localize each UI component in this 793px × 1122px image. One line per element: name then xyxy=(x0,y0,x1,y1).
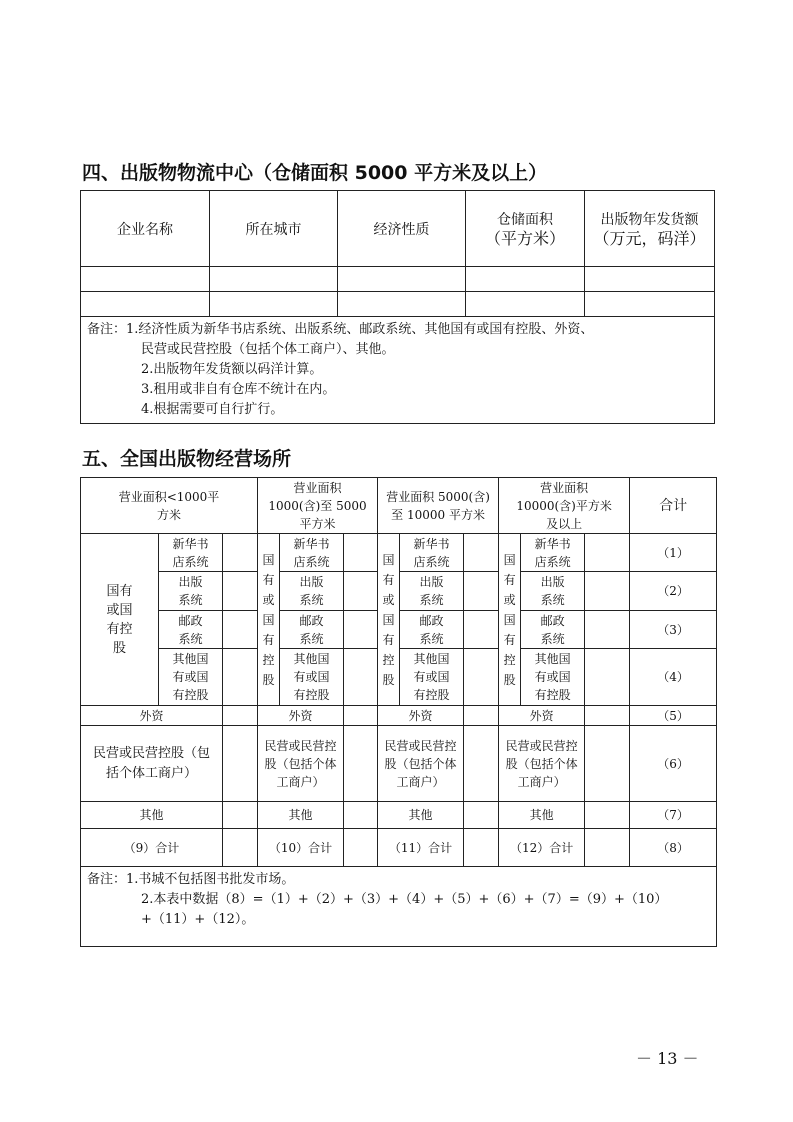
blank-cell[interactable] xyxy=(464,829,499,867)
section4-notes xyxy=(81,317,715,424)
row-code: （5） xyxy=(630,706,717,726)
blank-cell[interactable] xyxy=(466,267,585,292)
table-row xyxy=(81,726,717,802)
group-label-state-owned: 国有或国有控股 xyxy=(499,534,521,706)
sub-row-publishing: 出版系统 xyxy=(159,572,223,611)
blank-cell[interactable] xyxy=(223,706,258,726)
section5-notes xyxy=(81,867,717,947)
row-private: 民营或民营控股（包括个体工商户） xyxy=(378,726,464,802)
row-private: 民营或民营控股（包括个体工商户） xyxy=(81,726,223,802)
blank-cell[interactable] xyxy=(338,267,466,292)
header-area-1000-5000: 营业面积 1000(含)至 5000 平方米 xyxy=(258,478,378,534)
note-line: +（11）+（12）。 xyxy=(141,912,255,927)
row-foreign: 外资 xyxy=(81,706,223,726)
blank-cell[interactable] xyxy=(223,726,258,802)
sub-row-postal: 邮政系统 xyxy=(159,611,223,649)
table-row xyxy=(81,534,717,572)
note-line: 民营或民营控股（包括个体工商户）、其他。 xyxy=(141,342,395,357)
note-line: 备注：1.书城不包括图书批发市场。 xyxy=(87,872,295,887)
sub-row-postal: 邮政系统 xyxy=(521,611,585,649)
header-area-under-1000: 营业面积<1000平方米 xyxy=(81,478,258,534)
blank-cell[interactable] xyxy=(585,802,630,829)
group-label-state-owned: 国有或国有控股 xyxy=(81,534,159,706)
blank-cell[interactable] xyxy=(585,534,630,572)
subtotal-label: （12）合计 xyxy=(499,829,585,867)
row-private: 民营或民营控股（包括个体工商户） xyxy=(258,726,344,802)
subtotal-label: （9）合计 xyxy=(81,829,223,867)
sub-row-xinhua: 新华书店系统 xyxy=(159,534,223,572)
blank-cell[interactable] xyxy=(338,292,466,317)
note-line: 2.出版物年发货额以码洋计算。 xyxy=(141,362,323,377)
header-storage-area-label: 仓储面积 xyxy=(497,211,553,228)
blank-cell[interactable] xyxy=(585,292,715,317)
blank-cell[interactable] xyxy=(344,534,378,572)
note-line: 备注：1.经济性质为新华书店系统、出版系统、邮政系统、其他国有或国有控股、外资、 xyxy=(87,322,594,337)
blank-cell[interactable] xyxy=(223,534,258,572)
blank-cell[interactable] xyxy=(464,706,499,726)
table-header-row xyxy=(81,478,717,534)
blank-cell[interactable] xyxy=(81,292,210,317)
page-number: － 13 － xyxy=(636,1049,699,1068)
sub-row-publishing: 出版系统 xyxy=(521,572,585,611)
row-other: 其他 xyxy=(499,802,585,829)
group-label-state-owned: 国有或国有控股 xyxy=(258,534,280,706)
blank-cell[interactable] xyxy=(585,267,715,292)
blank-cell[interactable] xyxy=(464,802,499,829)
blank-cell[interactable] xyxy=(210,292,338,317)
row-foreign: 外资 xyxy=(499,706,585,726)
header-area-over-10000: 营业面积 10000(含)平方米及以上 xyxy=(499,478,630,534)
header-storage-area-unit: （平方米） xyxy=(484,228,565,248)
sub-row-xinhua: 新华书店系统 xyxy=(280,534,344,572)
row-code: （4） xyxy=(630,649,717,706)
sub-row-postal: 邮政系统 xyxy=(400,611,464,649)
blank-cell[interactable] xyxy=(223,802,258,829)
note-line: 3.租用或非自有仓库不统计在内。 xyxy=(141,382,336,397)
blank-cell[interactable] xyxy=(210,267,338,292)
row-foreign: 外资 xyxy=(258,706,344,726)
header-company-name: 企业名称 xyxy=(81,191,210,267)
notes-row xyxy=(81,317,715,424)
blank-cell[interactable] xyxy=(344,706,378,726)
row-code: （8） xyxy=(630,829,717,867)
section4-title: 四、出版物物流中心（仓储面积 5000 平方米及以上） xyxy=(82,162,548,184)
row-private: 民营或民营控股（包括个体工商户） xyxy=(499,726,585,802)
blank-cell[interactable] xyxy=(344,802,378,829)
header-area-5000-10000: 营业面积 5000(含)至 10000 平方米 xyxy=(378,478,499,534)
blank-cell[interactable] xyxy=(81,267,210,292)
sub-row-xinhua: 新华书店系统 xyxy=(521,534,585,572)
blank-cell[interactable] xyxy=(466,292,585,317)
business-venues-table xyxy=(80,477,717,947)
row-other: 其他 xyxy=(378,802,464,829)
blank-cell[interactable] xyxy=(223,829,258,867)
blank-cell[interactable] xyxy=(223,649,258,706)
logistics-center-table xyxy=(80,190,715,424)
sub-row-other-state: 其他国有或国有控股 xyxy=(521,649,585,706)
sub-row-postal: 邮政系统 xyxy=(280,611,344,649)
blank-cell[interactable] xyxy=(344,829,378,867)
table-header-row xyxy=(81,191,715,267)
blank-cell[interactable] xyxy=(464,726,499,802)
header-city: 所在城市 xyxy=(210,191,338,267)
row-other: 其他 xyxy=(258,802,344,829)
header-annual-shipment-label: 出版物年发货额 xyxy=(600,211,699,228)
row-code: （3） xyxy=(630,611,717,649)
blank-cell[interactable] xyxy=(585,649,630,706)
table-row xyxy=(81,802,717,829)
group-label-state-owned: 国有或国有控股 xyxy=(378,534,400,706)
blank-cell[interactable] xyxy=(344,649,378,706)
row-code: （6） xyxy=(630,726,717,802)
blank-cell[interactable] xyxy=(223,572,258,611)
row-code: （7） xyxy=(630,802,717,829)
section5-title: 五、全国出版物经营场所 xyxy=(82,448,292,470)
blank-cell[interactable] xyxy=(344,572,378,611)
table-row xyxy=(81,292,715,317)
note-line: 4.根据需要可自行扩行。 xyxy=(141,402,284,417)
row-foreign: 外资 xyxy=(378,706,464,726)
header-annual-shipment-unit: （万元，码洋） xyxy=(593,228,706,248)
header-storage-area xyxy=(466,191,585,267)
blank-cell[interactable] xyxy=(464,534,499,572)
sub-row-xinhua: 新华书店系统 xyxy=(400,534,464,572)
table-row xyxy=(81,829,717,867)
blank-cell[interactable] xyxy=(585,572,630,611)
note-line: 2.本表中数据（8）=（1）+（2）+（3）+（4）+（5）+（6）+（7）=（9）+（10） xyxy=(141,892,668,907)
notes-row xyxy=(81,867,717,947)
table-row xyxy=(81,706,717,726)
row-other: 其他 xyxy=(81,802,223,829)
blank-cell[interactable] xyxy=(585,829,630,867)
table-row xyxy=(81,267,715,292)
sub-row-publishing: 出版系统 xyxy=(400,572,464,611)
blank-cell[interactable] xyxy=(223,611,258,649)
sub-row-other-state: 其他国有或国有控股 xyxy=(280,649,344,706)
sub-row-other-state: 其他国有或国有控股 xyxy=(159,649,223,706)
sub-row-other-state: 其他国有或国有控股 xyxy=(400,649,464,706)
blank-cell[interactable] xyxy=(464,649,499,706)
header-total: 合计 xyxy=(630,478,717,534)
row-code: （1） xyxy=(630,534,717,572)
blank-cell[interactable] xyxy=(585,611,630,649)
blank-cell[interactable] xyxy=(344,726,378,802)
row-code: （2） xyxy=(630,572,717,611)
blank-cell[interactable] xyxy=(464,611,499,649)
subtotal-label: （11）合计 xyxy=(378,829,464,867)
blank-cell[interactable] xyxy=(585,706,630,726)
header-annual-shipment xyxy=(585,191,715,267)
subtotal-label: （10）合计 xyxy=(258,829,344,867)
sub-row-publishing: 出版系统 xyxy=(280,572,344,611)
blank-cell[interactable] xyxy=(344,611,378,649)
blank-cell[interactable] xyxy=(464,572,499,611)
blank-cell[interactable] xyxy=(585,726,630,802)
header-nature: 经济性质 xyxy=(338,191,466,267)
